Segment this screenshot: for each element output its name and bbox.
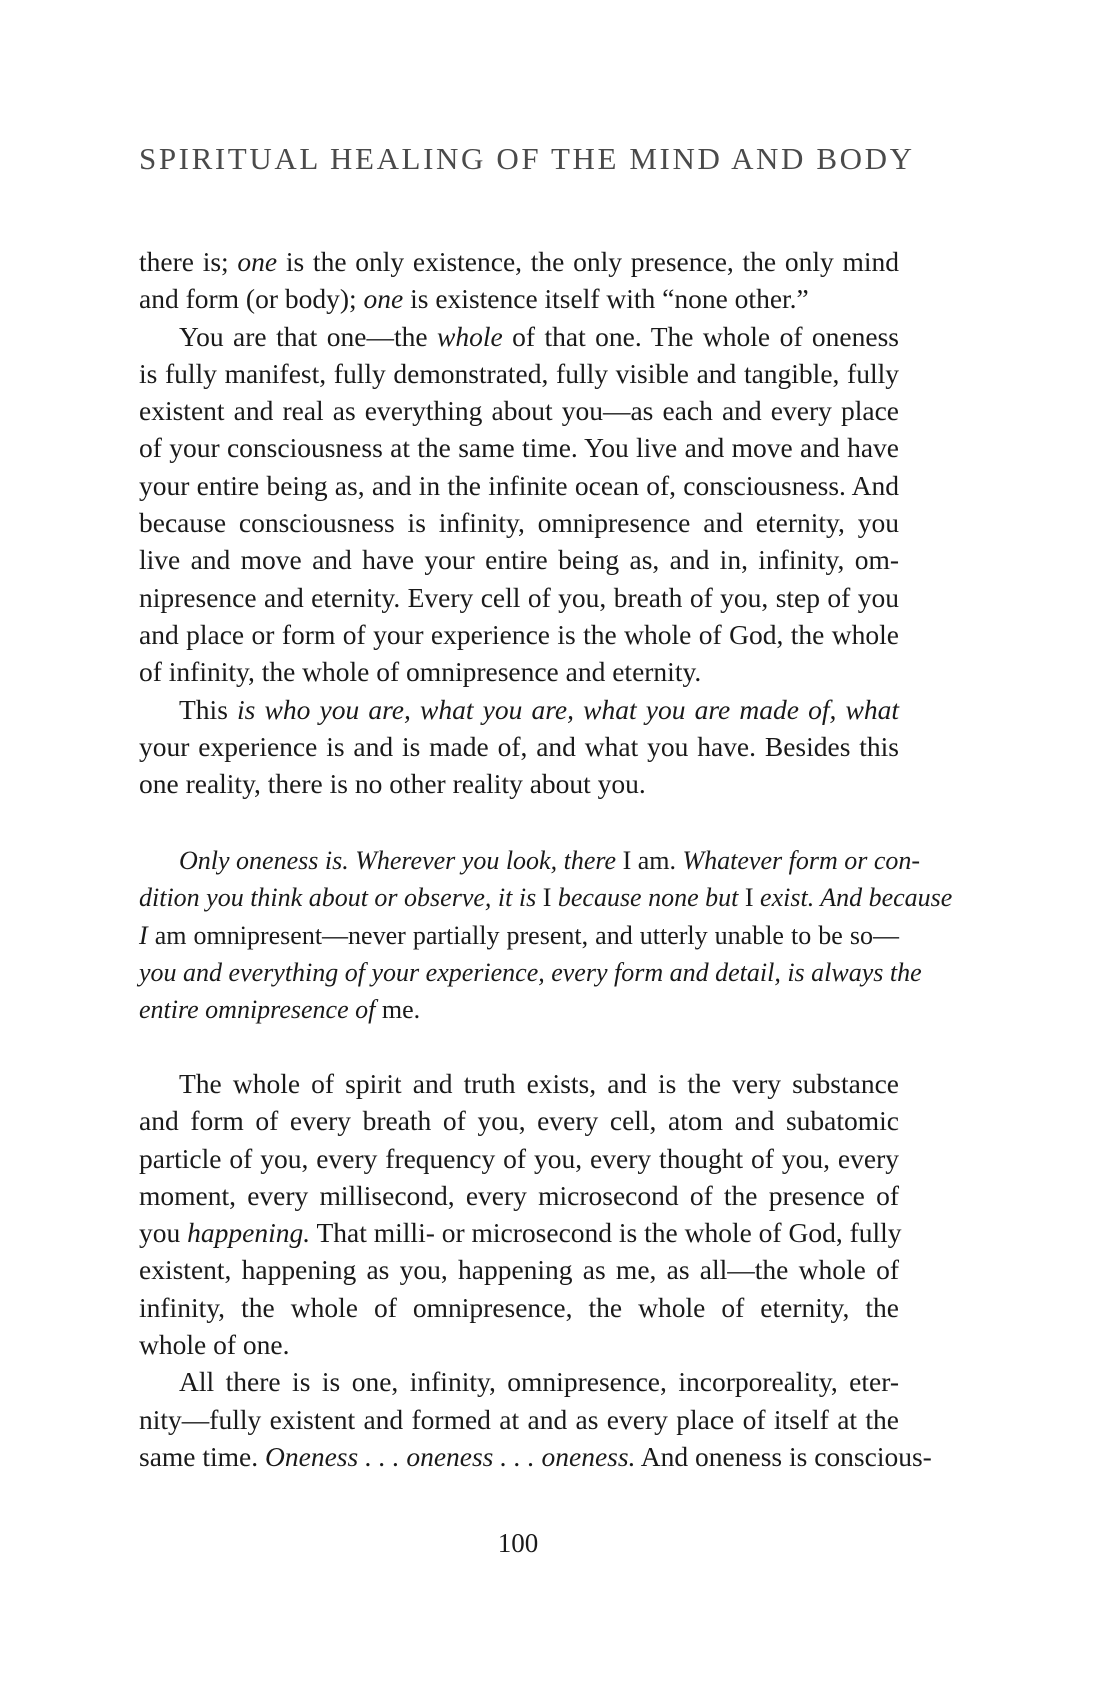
text-line: [139, 1065, 899, 1102]
text-line: [139, 765, 899, 802]
text-line: [139, 1177, 899, 1214]
text-line: [139, 504, 899, 541]
text-run: Only oneness is. Wherever you look, there: [179, 846, 623, 875]
text-line: [139, 842, 921, 879]
text-line: [139, 1102, 899, 1139]
text-run: because consciousness is infinity, omnipresence and eternity, you: [139, 507, 899, 539]
text-line: [139, 1214, 902, 1251]
text-line: [139, 1438, 932, 1475]
text-run: live and move and have your entire being as, and in, infinity, om-: [139, 544, 899, 576]
text-run: of your consciousness at the same time. You live and move and have: [139, 432, 899, 464]
emphasized-text: I: [542, 883, 552, 913]
text-line: [139, 691, 899, 728]
text-run: The whole of spirit and truth exists, and is the very substance: [179, 1068, 899, 1099]
body-text-block-1: [139, 243, 899, 802]
text-run: Whatever form or con-: [675, 846, 921, 875]
emphasized-text: I: [744, 883, 754, 913]
text-run: and form (or body);: [139, 283, 364, 315]
text-line: [139, 991, 899, 1028]
body-text-block-2: [139, 1065, 932, 1475]
text-run: because none but: [551, 883, 745, 913]
text-run: moment, every millisecond, every microsecond of the presence of: [139, 1179, 899, 1211]
text-run: you and everything of your experience, every form and detail, is always the: [139, 957, 922, 987]
text-run: nipresence and eternity. Every cell of you, breath of you, step of you: [139, 581, 899, 613]
emphasized-text: am omnipresent—never partially present, and utterly unable to be so—: [147, 920, 899, 950]
text-line: [139, 1363, 899, 1400]
text-run: That milli- or microsecond is the whole of God, fully: [310, 1217, 902, 1249]
text-run: This: [179, 693, 228, 725]
text-run: All there is is one, infinity, omnipresence, incorporeality, eter-: [179, 1366, 899, 1398]
text-line: [139, 728, 899, 765]
text-run: and form of every breath of you, every cell, atom and subatomic: [139, 1105, 899, 1137]
text-run: infinity, the whole of omnipresence, the whole of eternity, the: [139, 1291, 899, 1323]
text-run: whole of one.: [139, 1329, 290, 1361]
text-line: [139, 429, 899, 466]
text-line: [139, 243, 899, 280]
text-run: one reality, there is no other reality about you.: [139, 768, 646, 800]
emphasized-text: one: [363, 283, 404, 315]
emphasized-text: one: [237, 246, 278, 277]
text-line: [139, 1401, 899, 1438]
emphasized-text: whole: [437, 320, 503, 352]
text-run: of that one. The whole of oneness: [502, 320, 899, 352]
text-run: is the only existence, the only presence, the only mind: [277, 246, 899, 277]
text-line: [139, 616, 899, 653]
text-run: dition you think about or observe, it is: [139, 883, 543, 913]
text-line: [139, 392, 899, 429]
text-line: [139, 917, 899, 954]
text-line: [139, 1326, 899, 1363]
text-line: [139, 541, 899, 578]
text-line: [139, 1140, 899, 1177]
text-run: existent, happening as you, happening as me, as all—the whole of: [139, 1254, 899, 1286]
text-line: [139, 318, 899, 355]
text-run: existent and real as everything about you—as each and every place: [139, 395, 899, 427]
text-line: [139, 280, 899, 317]
text-run: is existence itself with “none other.”: [403, 283, 809, 315]
emphasized-text: I am.: [622, 846, 676, 875]
text-line: [139, 653, 899, 690]
running-head: SPIRITUAL HEALING OF THE MIND AND BODY: [139, 141, 915, 176]
text-run: there is;: [139, 246, 238, 277]
text-run: same time.: [139, 1440, 266, 1472]
text-line: [139, 1251, 899, 1288]
emphasized-text: Oneness . . . oneness . . . oneness.: [265, 1440, 636, 1472]
text-line: [139, 879, 953, 916]
emphasized-text: happening.: [187, 1217, 311, 1249]
text-run: your experience is and is made of, and what you have. Besides this: [139, 730, 899, 762]
text-run: entire omnipresence of: [139, 995, 382, 1025]
emphasized-text: me.: [381, 995, 421, 1025]
text-run: You are that one—the: [179, 320, 437, 352]
text-run: your entire being as, and in the infinite ocean of, consciousness. And: [139, 469, 899, 501]
text-line: [139, 954, 922, 991]
text-line: [139, 579, 899, 616]
emphasized-text: is who you are, what you are, what you are made of, what: [227, 693, 899, 725]
text-run: is fully manifest, fully demonstrated, fully visible and tangible, fully: [139, 357, 899, 389]
text-run: of infinity, the whole of omnipresence and eternity.: [139, 656, 702, 688]
text-line: [139, 355, 899, 392]
text-run: particle of you, every frequency of you, every thought of you, every: [139, 1142, 899, 1174]
text-run: nity—fully existent and formed at and as every place of itself at the: [139, 1403, 899, 1435]
text-run: I: [139, 920, 148, 950]
page-number: 100: [497, 1528, 539, 1558]
text-run: and place or form of your experience is the whole of God, the whole: [139, 618, 899, 650]
block-quote: [139, 842, 953, 1028]
text-run: And oneness is conscious-: [635, 1440, 932, 1472]
text-run: you: [139, 1217, 188, 1249]
text-line: [139, 467, 899, 504]
text-line: [139, 1289, 899, 1326]
text-run: exist. And because: [753, 883, 953, 913]
